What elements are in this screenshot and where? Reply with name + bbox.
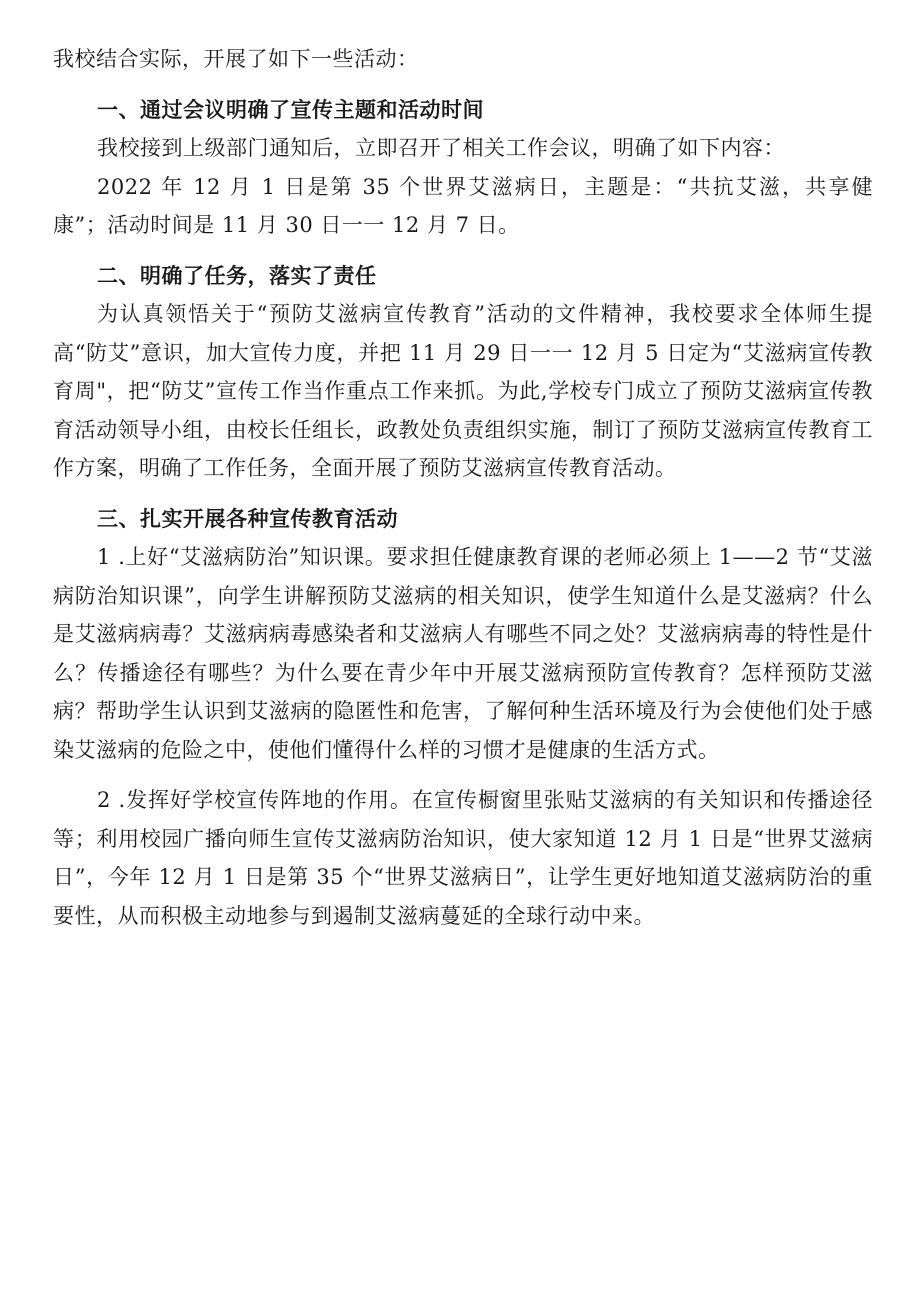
document-page — [53, 40, 873, 935]
section-3-heading: 三、扎实开展各种宣传教育活动 — [97, 506, 398, 531]
intro-paragraph: 我校结合实际，开展了如下一些活动： — [53, 47, 419, 71]
section-1-paragraph-1: 我校接到上级部门通知后，立即召开了相关工作会议，明确了如下内容： — [97, 136, 785, 160]
section-1-paragraph-2: 2022 年 12 月 1 日是第 35 个世界艾滋病日，主题是：“共抗艾滋，共享健康”；活动时间是 11 月 30 日一一 12 月 7 日。 — [53, 174, 873, 237]
section-2-heading: 二、明确了任务，落实了责任 — [97, 263, 377, 288]
section-3-item-1: 1 .上好“艾滋病防治”知识课。要求担任健康教育课的老师必须上 1——2 节“艾滋病防治知识课”，向学生讲解预防艾滋病的相关知识，使学生知道什么是艾滋病？什么是艾滋病病毒？艾滋病病毒感染者和艾滋病人有哪些不同之处？艾滋病病毒的特性是什么？传播途径有哪些？为什么要在青少年中开展艾滋病预防宣传教育？怎样预防艾滋病？帮助学生认识到艾滋病的隐匿性和危害，了解何种生活环境及行为会使他们处于感染艾滋病的危险之中，使他们懂得什么样的习惯才是健康的生活方式。 — [53, 545, 873, 762]
section-3-item-2: 2 .发挥好学校宣传阵地的作用。在宣传橱窗里张贴艾滋病的有关知识和传播途径等；利用校园广播向师生宣传艾滋病防治知识，使大家知道 12 月 1 日是“世界艾滋病日”，今年 12 月 1 日是第 35 个“世界艾滋病日”，让学生更好地知道艾滋病防治的重要性，从而积极主动地参与到遏制艾滋病蔓延的全球行动中来。 — [53, 788, 873, 928]
section-2-paragraph-1: 为认真领悟关于“预防艾滋病宣传教育”活动的文件精神，我校要求全体师生提高“防艾”意识，加大宣传力度，并把 11 月 29 日一一 12 月 5 日定为“艾滋病宣传教育周"，把“防艾”宣传工作当作重点工作来抓。为此,学校专门成立了预防艾滋病宣传教育活动领导小组，由校长任组长，政教处负责组织实施，制订了预防艾滋病宣传教育工作方案，明确了工作任务，全面开展了预防艾滋病宣传教育活动。 — [53, 302, 873, 480]
section-1-heading: 一、通过会议明确了宣传主题和活动时间 — [97, 97, 484, 122]
